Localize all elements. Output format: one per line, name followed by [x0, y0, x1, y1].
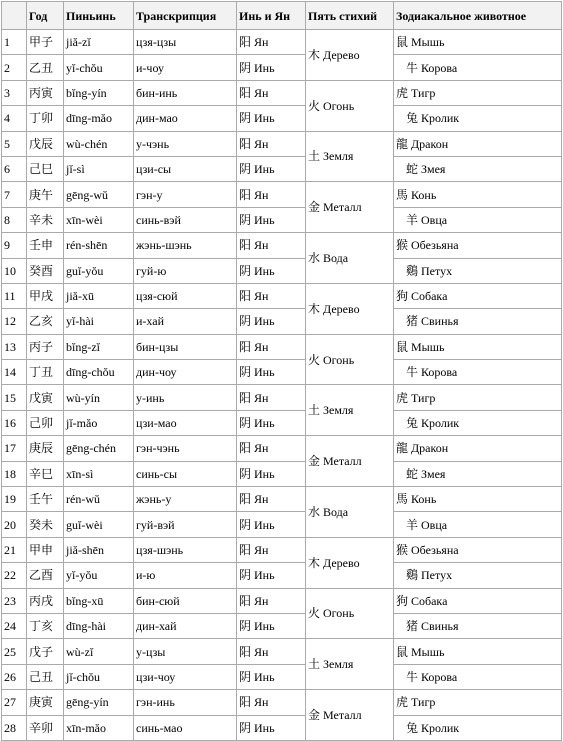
cell-pinyin: bĭng-xū [64, 588, 134, 613]
cell-pinyin: jiă-shēn [64, 537, 134, 562]
cell-num: 11 [2, 283, 27, 308]
table-row [2, 385, 562, 410]
cell-year: 辛未 [27, 207, 64, 232]
cell-element: 木 Дерево [306, 537, 394, 588]
cell-year: 乙丑 [27, 55, 64, 80]
table-row [2, 30, 562, 55]
cell-zodiac: 猪 Свинья [394, 309, 562, 334]
cell-pinyin: wù-zĭ [64, 639, 134, 664]
cell-num: 25 [2, 639, 27, 664]
cell-num: 28 [2, 715, 27, 740]
cell-year: 壬午 [27, 487, 64, 512]
cell-year: 丙寅 [27, 80, 64, 105]
table-row [2, 106, 562, 131]
sexagenary-cycle-table [1, 1, 562, 741]
cell-year: 癸未 [27, 512, 64, 537]
cell-num: 15 [2, 385, 27, 410]
table-row [2, 690, 562, 715]
cell-transcription: гэн-инь [134, 690, 237, 715]
cell-year: 壬申 [27, 233, 64, 258]
table-row [2, 258, 562, 283]
cell-num: 8 [2, 207, 27, 232]
cell-zodiac: 虎 Тигр [394, 80, 562, 105]
table-body [2, 30, 562, 741]
cell-transcription: жэнь-шэнь [134, 233, 237, 258]
cell-pinyin: jĭ-chŏu [64, 664, 134, 689]
cell-year: 己卯 [27, 410, 64, 435]
cell-pinyin: gēng-chén [64, 436, 134, 461]
cell-yinyang: 阴 Инь [237, 156, 306, 181]
header-num [2, 2, 27, 30]
table-row [2, 410, 562, 435]
header-zodiac: Зодиакальное животное [394, 2, 562, 30]
cell-year: 庚辰 [27, 436, 64, 461]
cell-yinyang: 阴 Инь [237, 309, 306, 334]
cell-element: 火 Огонь [306, 588, 394, 639]
cell-year: 甲申 [27, 537, 64, 562]
cell-transcription: синь-сы [134, 461, 237, 486]
cell-yinyang: 阳 Ян [237, 334, 306, 359]
cell-num: 19 [2, 487, 27, 512]
cell-num: 7 [2, 182, 27, 207]
cell-zodiac: 兔 Кролик [394, 410, 562, 435]
cell-year: 丁丑 [27, 360, 64, 385]
table-row [2, 283, 562, 308]
cell-element: 水 Вода [306, 233, 394, 284]
table-row [2, 664, 562, 689]
table-row [2, 436, 562, 461]
cell-transcription: и-ю [134, 563, 237, 588]
cell-zodiac: 猴 Обезьяна [394, 537, 562, 562]
table-row [2, 334, 562, 359]
table-row [2, 461, 562, 486]
table-row [2, 233, 562, 258]
cell-pinyin: rén-shēn [64, 233, 134, 258]
cell-element: 水 Вода [306, 487, 394, 538]
cell-zodiac: 龍 Дракон [394, 131, 562, 156]
header-yinyang: Инь и Ян [237, 2, 306, 30]
cell-element: 土 Земля [306, 639, 394, 690]
cell-yinyang: 阴 Инь [237, 258, 306, 283]
cell-yinyang: 阳 Ян [237, 639, 306, 664]
cell-year: 甲子 [27, 30, 64, 55]
cell-num: 26 [2, 664, 27, 689]
table-row [2, 639, 562, 664]
cell-yinyang: 阴 Инь [237, 563, 306, 588]
cell-year: 丁亥 [27, 613, 64, 638]
table-row [2, 156, 562, 181]
cell-year: 癸酉 [27, 258, 64, 283]
cell-transcription: гэн-чэнь [134, 436, 237, 461]
cell-num: 3 [2, 80, 27, 105]
cell-year: 戊寅 [27, 385, 64, 410]
cell-yinyang: 阳 Ян [237, 588, 306, 613]
cell-year: 乙酉 [27, 563, 64, 588]
cell-year: 辛卯 [27, 715, 64, 740]
cell-num: 4 [2, 106, 27, 131]
cell-transcription: цзя-сюй [134, 283, 237, 308]
cell-pinyin: wù-yín [64, 385, 134, 410]
cell-zodiac: 猴 Обезьяна [394, 233, 562, 258]
cell-year: 丙戌 [27, 588, 64, 613]
header-pinyin: Пиньинь [64, 2, 134, 30]
cell-pinyin: gēng-yín [64, 690, 134, 715]
table-row [2, 55, 562, 80]
cell-pinyin: dīng-măo [64, 106, 134, 131]
table-row [2, 563, 562, 588]
cell-num: 9 [2, 233, 27, 258]
cell-zodiac: 猪 Свинья [394, 613, 562, 638]
cell-num: 12 [2, 309, 27, 334]
cell-pinyin: rén-wŭ [64, 487, 134, 512]
table-row [2, 715, 562, 740]
cell-pinyin: bĭng-zĭ [64, 334, 134, 359]
header-transcription: Транскрипция [134, 2, 237, 30]
cell-zodiac: 馬 Конь [394, 182, 562, 207]
cell-transcription: бин-инь [134, 80, 237, 105]
cell-zodiac: 牛 Корова [394, 55, 562, 80]
cell-zodiac: 牛 Корова [394, 664, 562, 689]
cell-pinyin: guĭ-wèi [64, 512, 134, 537]
cell-element: 金 Металл [306, 436, 394, 487]
cell-yinyang: 阳 Ян [237, 80, 306, 105]
cell-yinyang: 阳 Ян [237, 537, 306, 562]
cell-transcription: жэнь-у [134, 487, 237, 512]
cell-yinyang: 阴 Инь [237, 106, 306, 131]
cell-transcription: бин-цзы [134, 334, 237, 359]
cell-zodiac: 龍 Дракон [394, 436, 562, 461]
cell-element: 金 Металл [306, 182, 394, 233]
cell-transcription: синь-мао [134, 715, 237, 740]
cell-pinyin: jiă-xū [64, 283, 134, 308]
cell-zodiac: 狗 Собака [394, 588, 562, 613]
cell-transcription: бин-сюй [134, 588, 237, 613]
table-row [2, 80, 562, 105]
cell-yinyang: 阴 Инь [237, 360, 306, 385]
cell-year: 庚寅 [27, 690, 64, 715]
cell-yinyang: 阳 Ян [237, 487, 306, 512]
cell-year: 己巳 [27, 156, 64, 181]
table-row [2, 309, 562, 334]
cell-yinyang: 阴 Инь [237, 512, 306, 537]
cell-transcription: цзя-шэнь [134, 537, 237, 562]
cell-transcription: цзи-чоу [134, 664, 237, 689]
table-row [2, 487, 562, 512]
cell-transcription: гуй-ю [134, 258, 237, 283]
cell-year: 庚午 [27, 182, 64, 207]
cell-pinyin: wù-chén [64, 131, 134, 156]
cell-num: 23 [2, 588, 27, 613]
cell-num: 16 [2, 410, 27, 435]
cell-num: 2 [2, 55, 27, 80]
cell-element: 火 Огонь [306, 80, 394, 131]
cell-zodiac: 羊 Овца [394, 512, 562, 537]
cell-transcription: гэн-у [134, 182, 237, 207]
cell-num: 14 [2, 360, 27, 385]
cell-zodiac: 虎 Тигр [394, 690, 562, 715]
cell-yinyang: 阴 Инь [237, 207, 306, 232]
table-row [2, 537, 562, 562]
cell-pinyin: guĭ-yŏu [64, 258, 134, 283]
cell-yinyang: 阳 Ян [237, 385, 306, 410]
cell-num: 17 [2, 436, 27, 461]
cell-pinyin: jĭ-măo [64, 410, 134, 435]
cell-element: 土 Земля [306, 131, 394, 182]
cell-zodiac: 兔 Кролик [394, 106, 562, 131]
cell-pinyin: yĭ-yŏu [64, 563, 134, 588]
cell-pinyin: yĭ-chŏu [64, 55, 134, 80]
cell-zodiac: 鼠 Мышь [394, 334, 562, 359]
cell-num: 5 [2, 131, 27, 156]
table-row [2, 613, 562, 638]
cell-year: 甲戌 [27, 283, 64, 308]
cell-element: 土 Земля [306, 385, 394, 436]
cell-transcription: синь-вэй [134, 207, 237, 232]
cell-pinyin: dīng-chŏu [64, 360, 134, 385]
cell-year: 丁卯 [27, 106, 64, 131]
cell-year: 乙亥 [27, 309, 64, 334]
cell-zodiac: 狗 Собака [394, 283, 562, 308]
cell-num: 10 [2, 258, 27, 283]
cell-yinyang: 阳 Ян [237, 131, 306, 156]
cell-element: 木 Дерево [306, 283, 394, 334]
cell-yinyang: 阳 Ян [237, 690, 306, 715]
header-year: Год [27, 2, 64, 30]
cell-pinyin: gēng-wŭ [64, 182, 134, 207]
cell-zodiac: 鼠 Мышь [394, 30, 562, 55]
cell-zodiac: 鷄 Петух [394, 563, 562, 588]
table-row [2, 182, 562, 207]
cell-transcription: дин-хай [134, 613, 237, 638]
table-row [2, 360, 562, 385]
cell-pinyin: xīn-sì [64, 461, 134, 486]
cell-transcription: цзи-мао [134, 410, 237, 435]
cell-transcription: у-чэнь [134, 131, 237, 156]
cell-yinyang: 阳 Ян [237, 436, 306, 461]
header-row [2, 2, 562, 30]
cell-zodiac: 蛇 Змея [394, 461, 562, 486]
cell-pinyin: dīng-hài [64, 613, 134, 638]
cell-yinyang: 阴 Инь [237, 664, 306, 689]
cell-transcription: дин-мао [134, 106, 237, 131]
cell-transcription: и-чоу [134, 55, 237, 80]
cell-num: 13 [2, 334, 27, 359]
cell-element: 木 Дерево [306, 30, 394, 81]
cell-transcription: у-цзы [134, 639, 237, 664]
cell-yinyang: 阴 Инь [237, 613, 306, 638]
cell-pinyin: xīn-măo [64, 715, 134, 740]
cell-num: 6 [2, 156, 27, 181]
cell-yinyang: 阴 Инь [237, 55, 306, 80]
cell-num: 1 [2, 30, 27, 55]
cell-zodiac: 虎 Тигр [394, 385, 562, 410]
cell-year: 戊子 [27, 639, 64, 664]
cell-pinyin: bĭng-yín [64, 80, 134, 105]
cell-pinyin: yĭ-hài [64, 309, 134, 334]
cell-pinyin: jĭ-sì [64, 156, 134, 181]
cell-num: 18 [2, 461, 27, 486]
cell-yinyang: 阴 Инь [237, 410, 306, 435]
cell-transcription: цзи-сы [134, 156, 237, 181]
table-row [2, 588, 562, 613]
table-row [2, 131, 562, 156]
cell-zodiac: 馬 Конь [394, 487, 562, 512]
cell-transcription: дин-чоу [134, 360, 237, 385]
cell-yinyang: 阴 Инь [237, 715, 306, 740]
cell-yinyang: 阴 Инь [237, 461, 306, 486]
cell-pinyin: xīn-wèi [64, 207, 134, 232]
cell-zodiac: 鷄 Петух [394, 258, 562, 283]
table-row [2, 512, 562, 537]
cell-zodiac: 羊 Овца [394, 207, 562, 232]
cell-zodiac: 蛇 Змея [394, 156, 562, 181]
cell-num: 22 [2, 563, 27, 588]
cell-transcription: цзя-цзы [134, 30, 237, 55]
cell-transcription: и-хай [134, 309, 237, 334]
cell-pinyin: jiă-zĭ [64, 30, 134, 55]
table-row [2, 207, 562, 232]
cell-transcription: у-инь [134, 385, 237, 410]
cell-element: 金 Металл [306, 690, 394, 741]
cell-num: 24 [2, 613, 27, 638]
cell-yinyang: 阳 Ян [237, 283, 306, 308]
cell-yinyang: 阳 Ян [237, 182, 306, 207]
cell-year: 丙子 [27, 334, 64, 359]
cell-zodiac: 鼠 Мышь [394, 639, 562, 664]
cell-zodiac: 兔 Кролик [394, 715, 562, 740]
cell-zodiac: 牛 Корова [394, 360, 562, 385]
cell-num: 20 [2, 512, 27, 537]
cell-year: 己丑 [27, 664, 64, 689]
cell-year: 戊辰 [27, 131, 64, 156]
cell-yinyang: 阳 Ян [237, 233, 306, 258]
header-element: Пять стихий [306, 2, 394, 30]
cell-year: 辛巳 [27, 461, 64, 486]
cell-element: 火 Огонь [306, 334, 394, 385]
cell-transcription: гуй-вэй [134, 512, 237, 537]
cell-num: 21 [2, 537, 27, 562]
cell-num: 27 [2, 690, 27, 715]
cell-yinyang: 阳 Ян [237, 30, 306, 55]
